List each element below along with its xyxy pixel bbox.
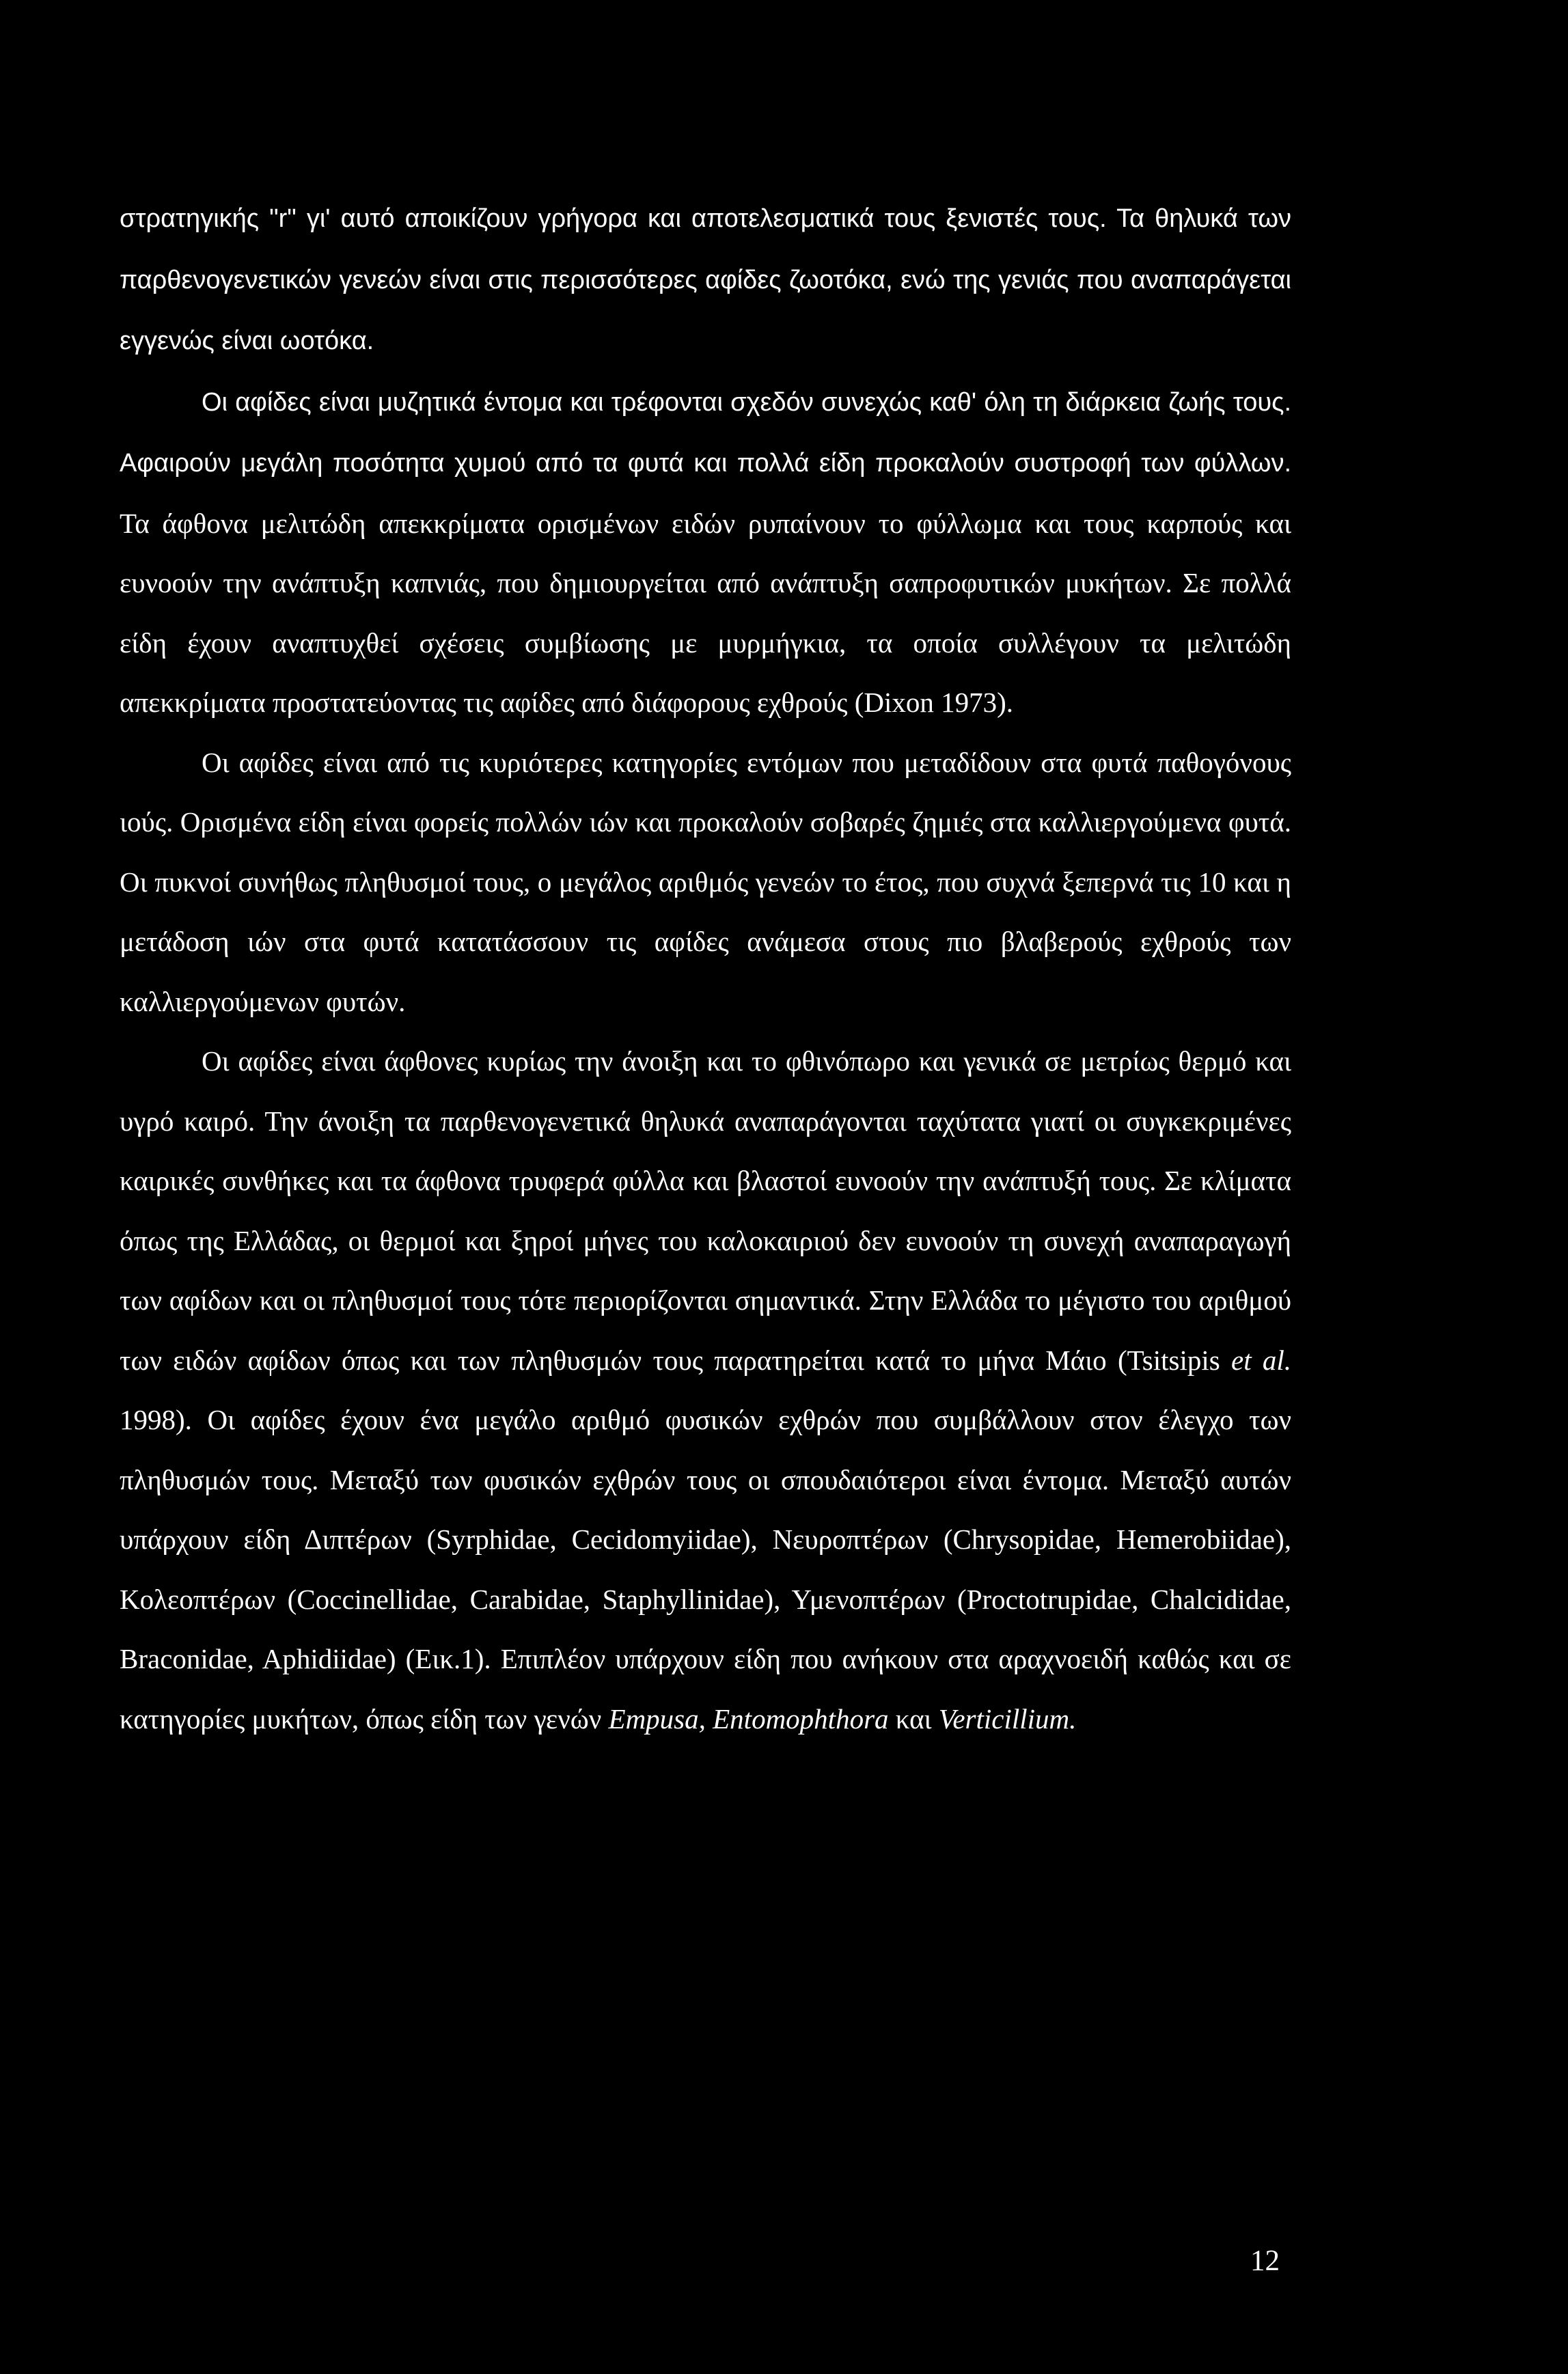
paragraph-3 [120, 733, 1291, 1032]
italic-text-run: et al. [1231, 1344, 1292, 1376]
text-run: Τα άφθονα μελιτώδη απεκκρίματα ορισμένων ειδών ρυπαίνουν το φύλλωμα και τους καρπούς και ευνοούν την ανάπτυξη καπνιάς, που δημιουργείται από ανάπτυξη σαπροφυτικών μυκήτων. Σε πολλά είδη έχουν αναπτυχθεί σχέσεις συμβίωσης με μυρμήγκια, τα οποία συλλέγουν τα μελιτώδη απεκκρίματα προστατεύοντας τις αφίδες από διάφορους εχθρούς (Dixon 1973). [120, 507, 1291, 718]
italic-text-run: Empusa, Entomophthora [608, 1702, 889, 1735]
paragraph-2 [120, 372, 1291, 733]
paragraph-1 [120, 188, 1291, 372]
text-run: Οι αφίδες είναι από τις κυριότερες κατηγορίες εντόμων που μεταδίδουν στα φυτά παθογόνους ιούς. Ορισμένα είδη είναι φορείς πολλών ιών και προκαλούν σοβαρές ζημιές στα καλλιεργούμενα φυτά. Οι πυκνοί συνήθως πληθυσμοί τους, ο μεγάλος αριθμός γενεών το έτος, που συχνά ξεπερνά τις 10 και η μετάδοση ιών στα φυτά κατατάσσουν τις αφίδες ανάμεσα στους πιο βλαβερούς εχθρούς των καλλιεργούμενων φυτών. [120, 746, 1291, 1017]
text-run: στρατηγικής "r" γι' αυτό αποικίζουν γρήγορα και αποτελεσματικά τους ξενιστές τους. Τα θηλυκά των παρθενογενετικών γενεών είναι στις περισσότερες αφίδες ζωοτόκα, ενώ της γενιάς που αναπαράγεται εγγενώς είναι ωοτόκα. [120, 204, 1291, 355]
body-text [120, 188, 1291, 1749]
italic-text-run: Verticillium. [938, 1702, 1077, 1735]
page-number: 12 [1250, 2245, 1280, 2277]
text-run: Οι αφίδες είναι άφθονες κυρίως την άνοιξη και το φθινόπωρο και γενικά σε μετρίως θερμό και υγρό καιρό. Την άνοιξη τα παρθενογενετικά θηλυκά αναπαράγονται ταχύτατα γιατί οι συγκεκριμένες καιρικές συνθήκες και τα άφθονα τρυφερά φύλλα και βλαστοί ευνοούν την ανάπτυξή τους. Σε κλίματα όπως της Ελλάδας, οι θερμοί και ξηροί μήνες του καλοκαιριού δεν ευνοούν τη συνεχή αναπαραγωγή των αφίδων και οι πληθυσμοί τους τότε περιορίζονται σημαντικά. Στην Ελλάδα το μέγιστο του αριθμού των ειδών αφίδων όπως και των πληθυσμών τους παρατηρείται κατά το μήνα Μάιο (Tsitsipis [120, 1045, 1291, 1376]
text-run: 1998). Οι αφίδες έχουν ένα μεγάλο αριθμό φυσικών εχθρών που συμβάλλουν στον έλεγχο των πληθυσμών τους. Μεταξύ των φυσικών εχθρών τους οι σπουδαιότεροι είναι έντομα. Μεταξύ αυτών υπάρχουν είδη Διπτέρων (Syrphidae, Cecidomyiidae), Νευροπτέρων (Chrysopidae, Hemerobiidae), Κολεοπτέρων (Coccinellidae, Carabidae, Staphyllinidae), Υμενοπτέρων (Proctotrupidae, Chalcididae, Braconidae, Aphidiidae) (Εικ.1). Επιπλέον υπάρχουν είδη που ανήκουν στα αραχνοειδή καθώς και σε κατηγορίες μυκήτων, όπως είδη των γενών [120, 1404, 1291, 1735]
paragraph-4 [120, 1032, 1291, 1749]
text-run: και [888, 1702, 939, 1735]
text-run: Οι αφίδες είναι μυζητικά έντομα και τρέφονται σχεδόν συνεχώς καθ' όλη τη διάρκεια ζωής τους. Αφαιρούν μεγάλη ποσότητα χυμού από τα φυτά και πολλά είδη προκαλούν συστροφή των φύλλων. [120, 387, 1291, 478]
